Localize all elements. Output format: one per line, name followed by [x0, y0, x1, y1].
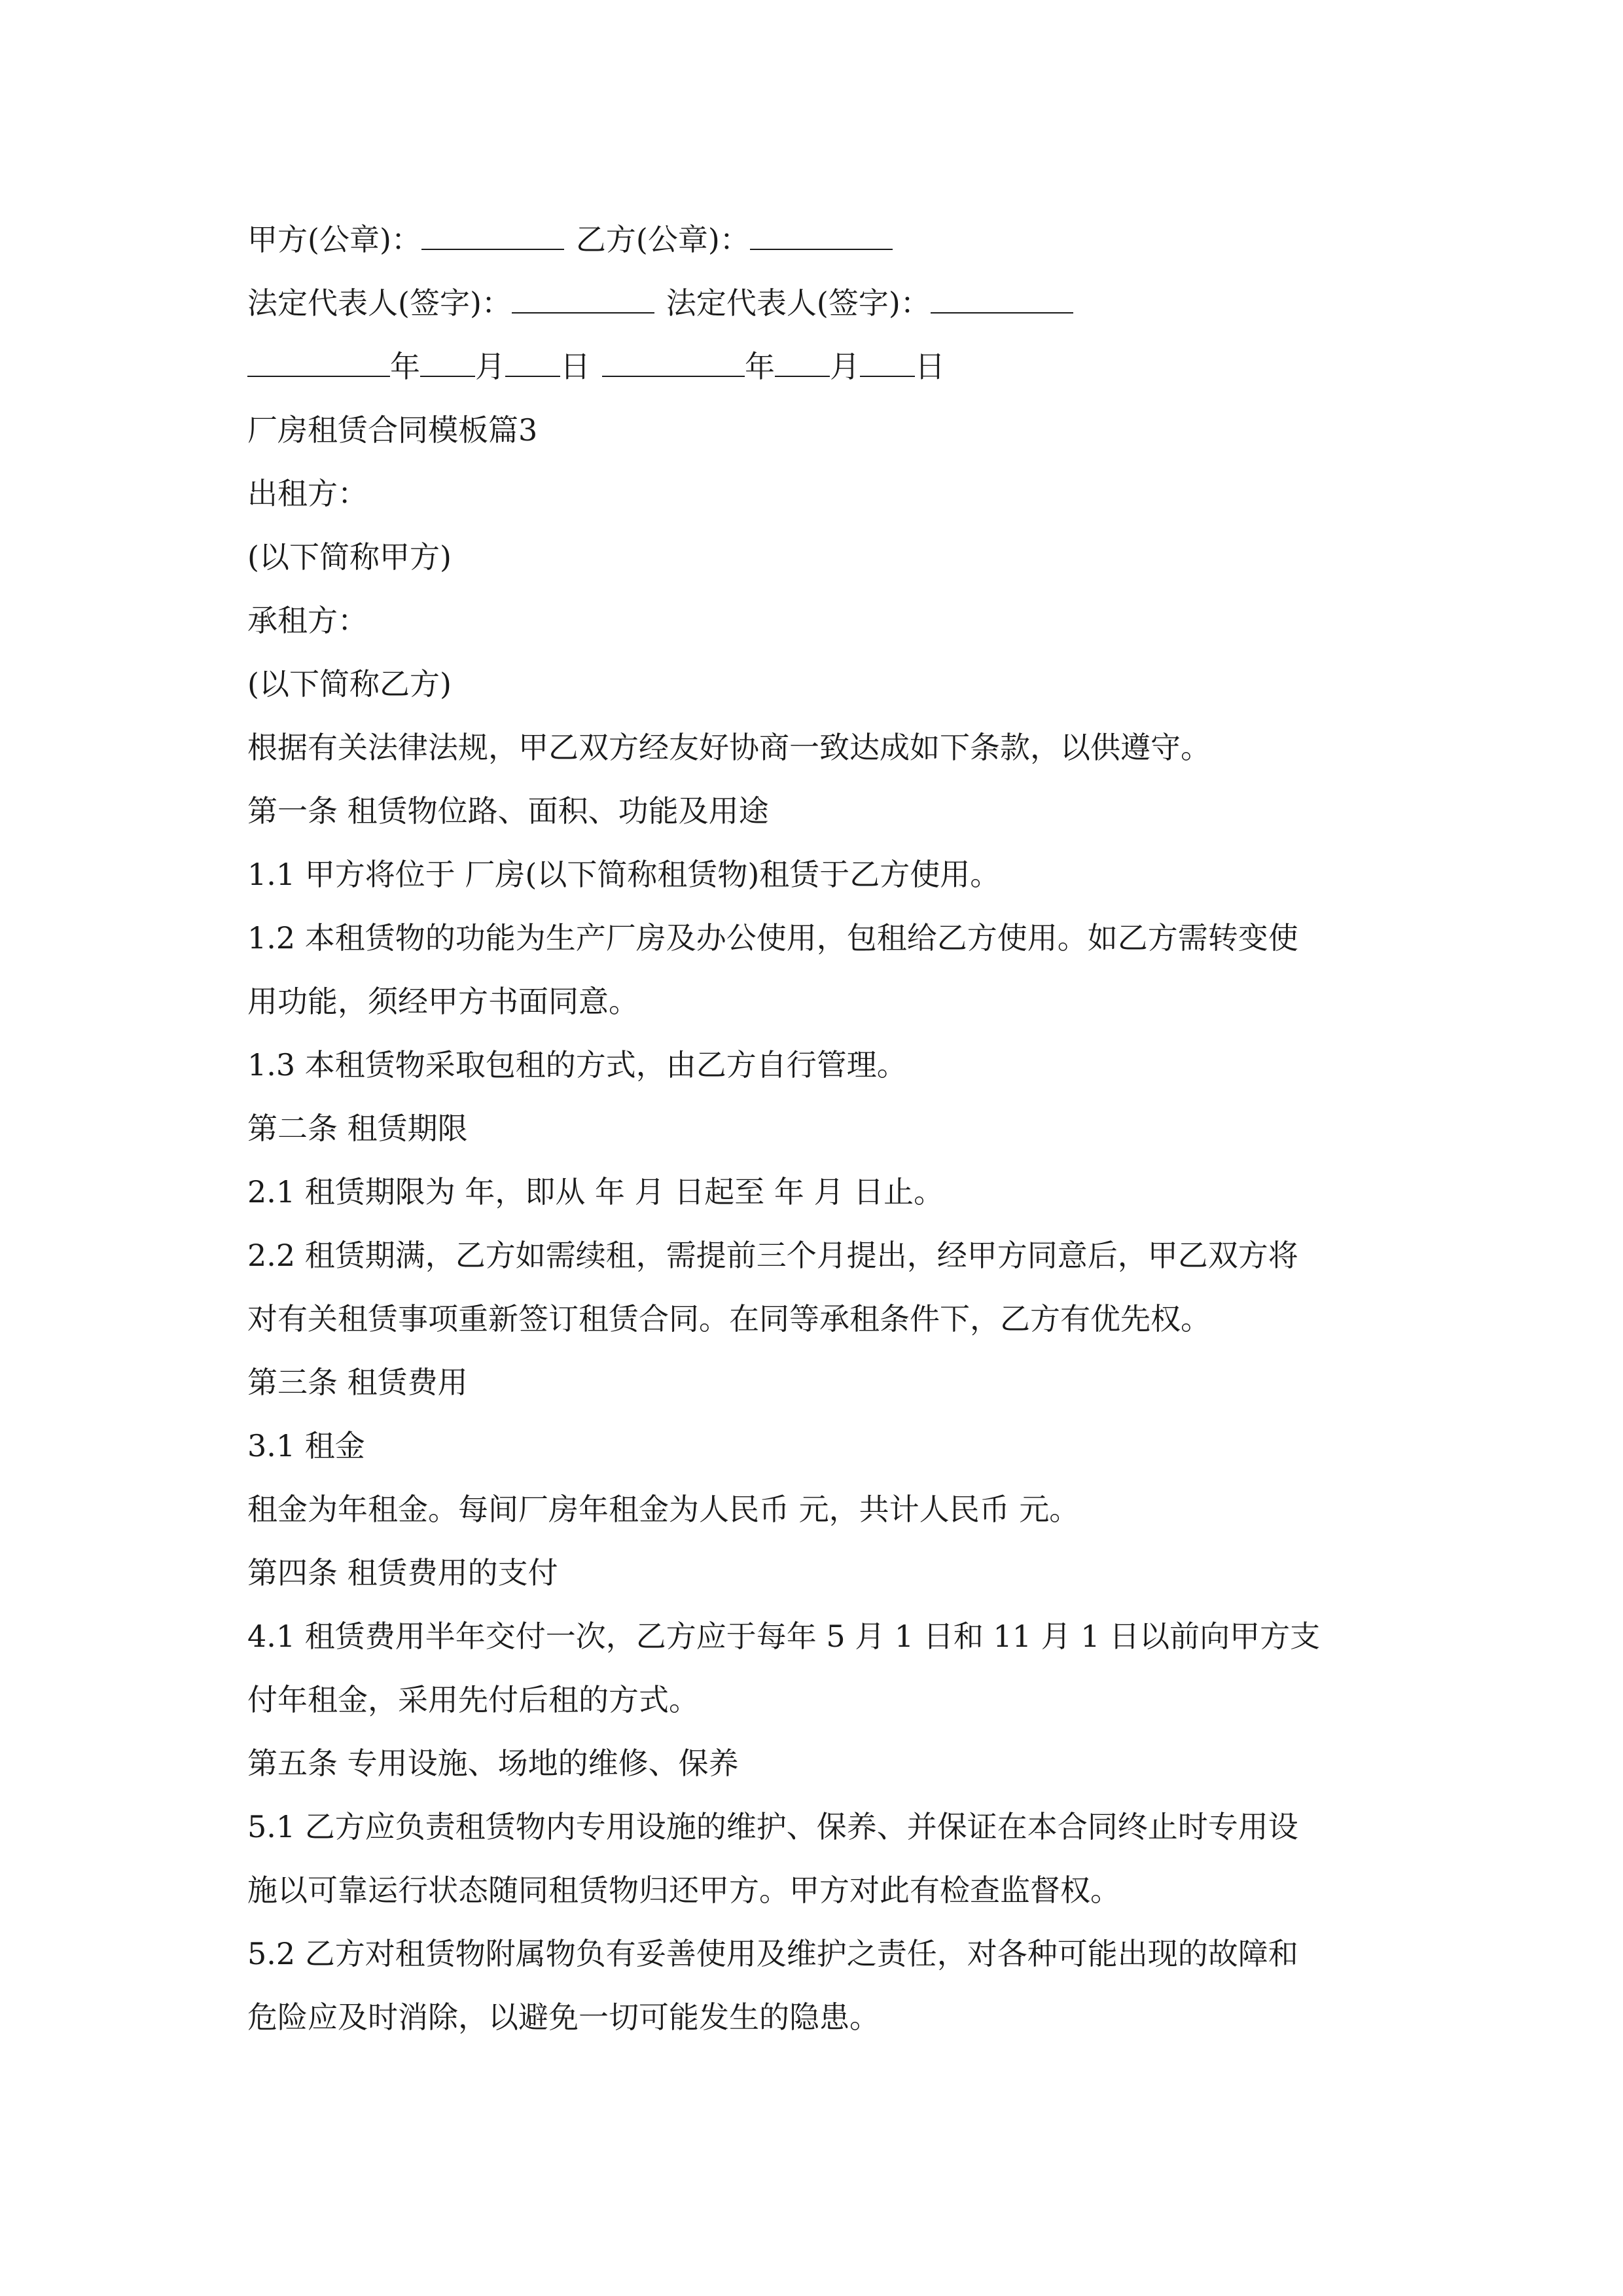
clause-5-1-line-2: 施以可靠运行状态随同租赁物归还甲方。甲方对此有检查监督权。 [247, 1873, 1120, 1908]
clause-1-2-line-1: 1.2 本租赁物的功能为生产厂房及办公使用，包租给乙方使用。如乙方需转变使 [247, 920, 1298, 956]
clause-3-1: 3.1 租金 [247, 1428, 365, 1463]
seal-line [247, 208, 1394, 272]
month-b-label: 月 [830, 349, 860, 384]
clause-2-2-line-1: 2.2 租赁期满，乙方如需续租，需提前三个月提出，经甲方同意后，甲乙双方将 [247, 1238, 1298, 1273]
article-5-heading: 第五条 专用设施、场地的维修、保养 [247, 1746, 739, 1781]
year-a-blank [247, 347, 390, 377]
section-title: 厂房租赁合同模板篇3 [247, 412, 538, 448]
party-b-seal-blank [750, 220, 893, 250]
clause-4-1-line-1: 4.1 租赁费用半年交付一次，乙方应于每年 5 月 1 日和 11 月 1 日以前向甲方支 [247, 1619, 1321, 1654]
year-a-label: 年 [390, 349, 420, 384]
lessor-label: 出租方： [247, 476, 368, 511]
clause-5-2-line-2: 危险应及时消除，以避免一切可能发生的隐患。 [247, 2000, 880, 2035]
article-2-heading: 第二条 租赁期限 [247, 1111, 468, 1146]
year-b-blank [602, 347, 745, 377]
article-1-heading: 第一条 租赁物位路、面积、功能及用途 [247, 793, 769, 829]
party-a-seal-label: 甲方(公章)： [247, 222, 421, 257]
clause-1-1: 1.1 甲方将位于 厂房(以下简称租赁物)租赁于乙方使用。 [247, 857, 1001, 892]
month-a-blank [420, 347, 475, 377]
rep-a-blank [512, 283, 654, 314]
article-4-heading: 第四条 租赁费用的支付 [247, 1555, 558, 1590]
day-b-blank [860, 347, 915, 377]
rep-b-label: 法定代表人(签字)： [666, 285, 931, 321]
day-b-label: 日 [915, 349, 945, 384]
lessee-label: 承租方： [247, 603, 368, 638]
year-b-label: 年 [745, 349, 775, 384]
lessee-abbr: (以下简称乙方) [247, 666, 452, 702]
clause-5-1-line-1: 5.1 乙方应负责租赁物内专用设施的维护、保养、并保证在本合同终止时专用设 [247, 1809, 1298, 1844]
rep-a-label: 法定代表人(签字)： [247, 285, 512, 321]
clause-1-3: 1.3 本租赁物采取包租的方式，由乙方自行管理。 [247, 1047, 907, 1083]
clause-4-1-line-2: 付年租金，采用先付后租的方式。 [247, 1682, 699, 1717]
day-a-blank [505, 347, 560, 377]
rent-amount: 租金为年租金。每间厂房年租金为人民币 元，共计人民币 元。 [247, 1492, 1080, 1527]
clause-2-2-line-2: 对有关租赁事项重新签订租赁合同。在同等承租条件下，乙方有优先权。 [247, 1301, 1211, 1336]
date-line [247, 335, 1394, 399]
clause-5-2-line-1: 5.2 乙方对租赁物附属物负有妥善使用及维护之责任，对各种可能出现的故障和 [247, 1936, 1298, 1971]
clause-1-2-line-2: 用功能，须经甲方书面同意。 [247, 984, 639, 1019]
representative-line [247, 272, 1394, 335]
lessor-abbr: (以下简称甲方) [247, 539, 452, 575]
preamble: 根据有关法律法规，甲乙双方经友好协商一致达成如下条款，以供遵守。 [247, 730, 1211, 765]
month-b-blank [775, 347, 830, 377]
rep-b-blank [931, 283, 1073, 314]
article-3-heading: 第三条 租赁费用 [247, 1365, 468, 1400]
party-b-seal-label: 乙方(公章)： [575, 222, 750, 257]
month-a-label: 月 [475, 349, 505, 384]
party-a-seal-blank [421, 220, 564, 250]
document-body [247, 208, 1394, 2049]
day-a-label: 日 [560, 349, 590, 384]
clause-2-1: 2.1 租赁期限为 年，即从 年 月 日起至 年 月 日止。 [247, 1174, 944, 1210]
